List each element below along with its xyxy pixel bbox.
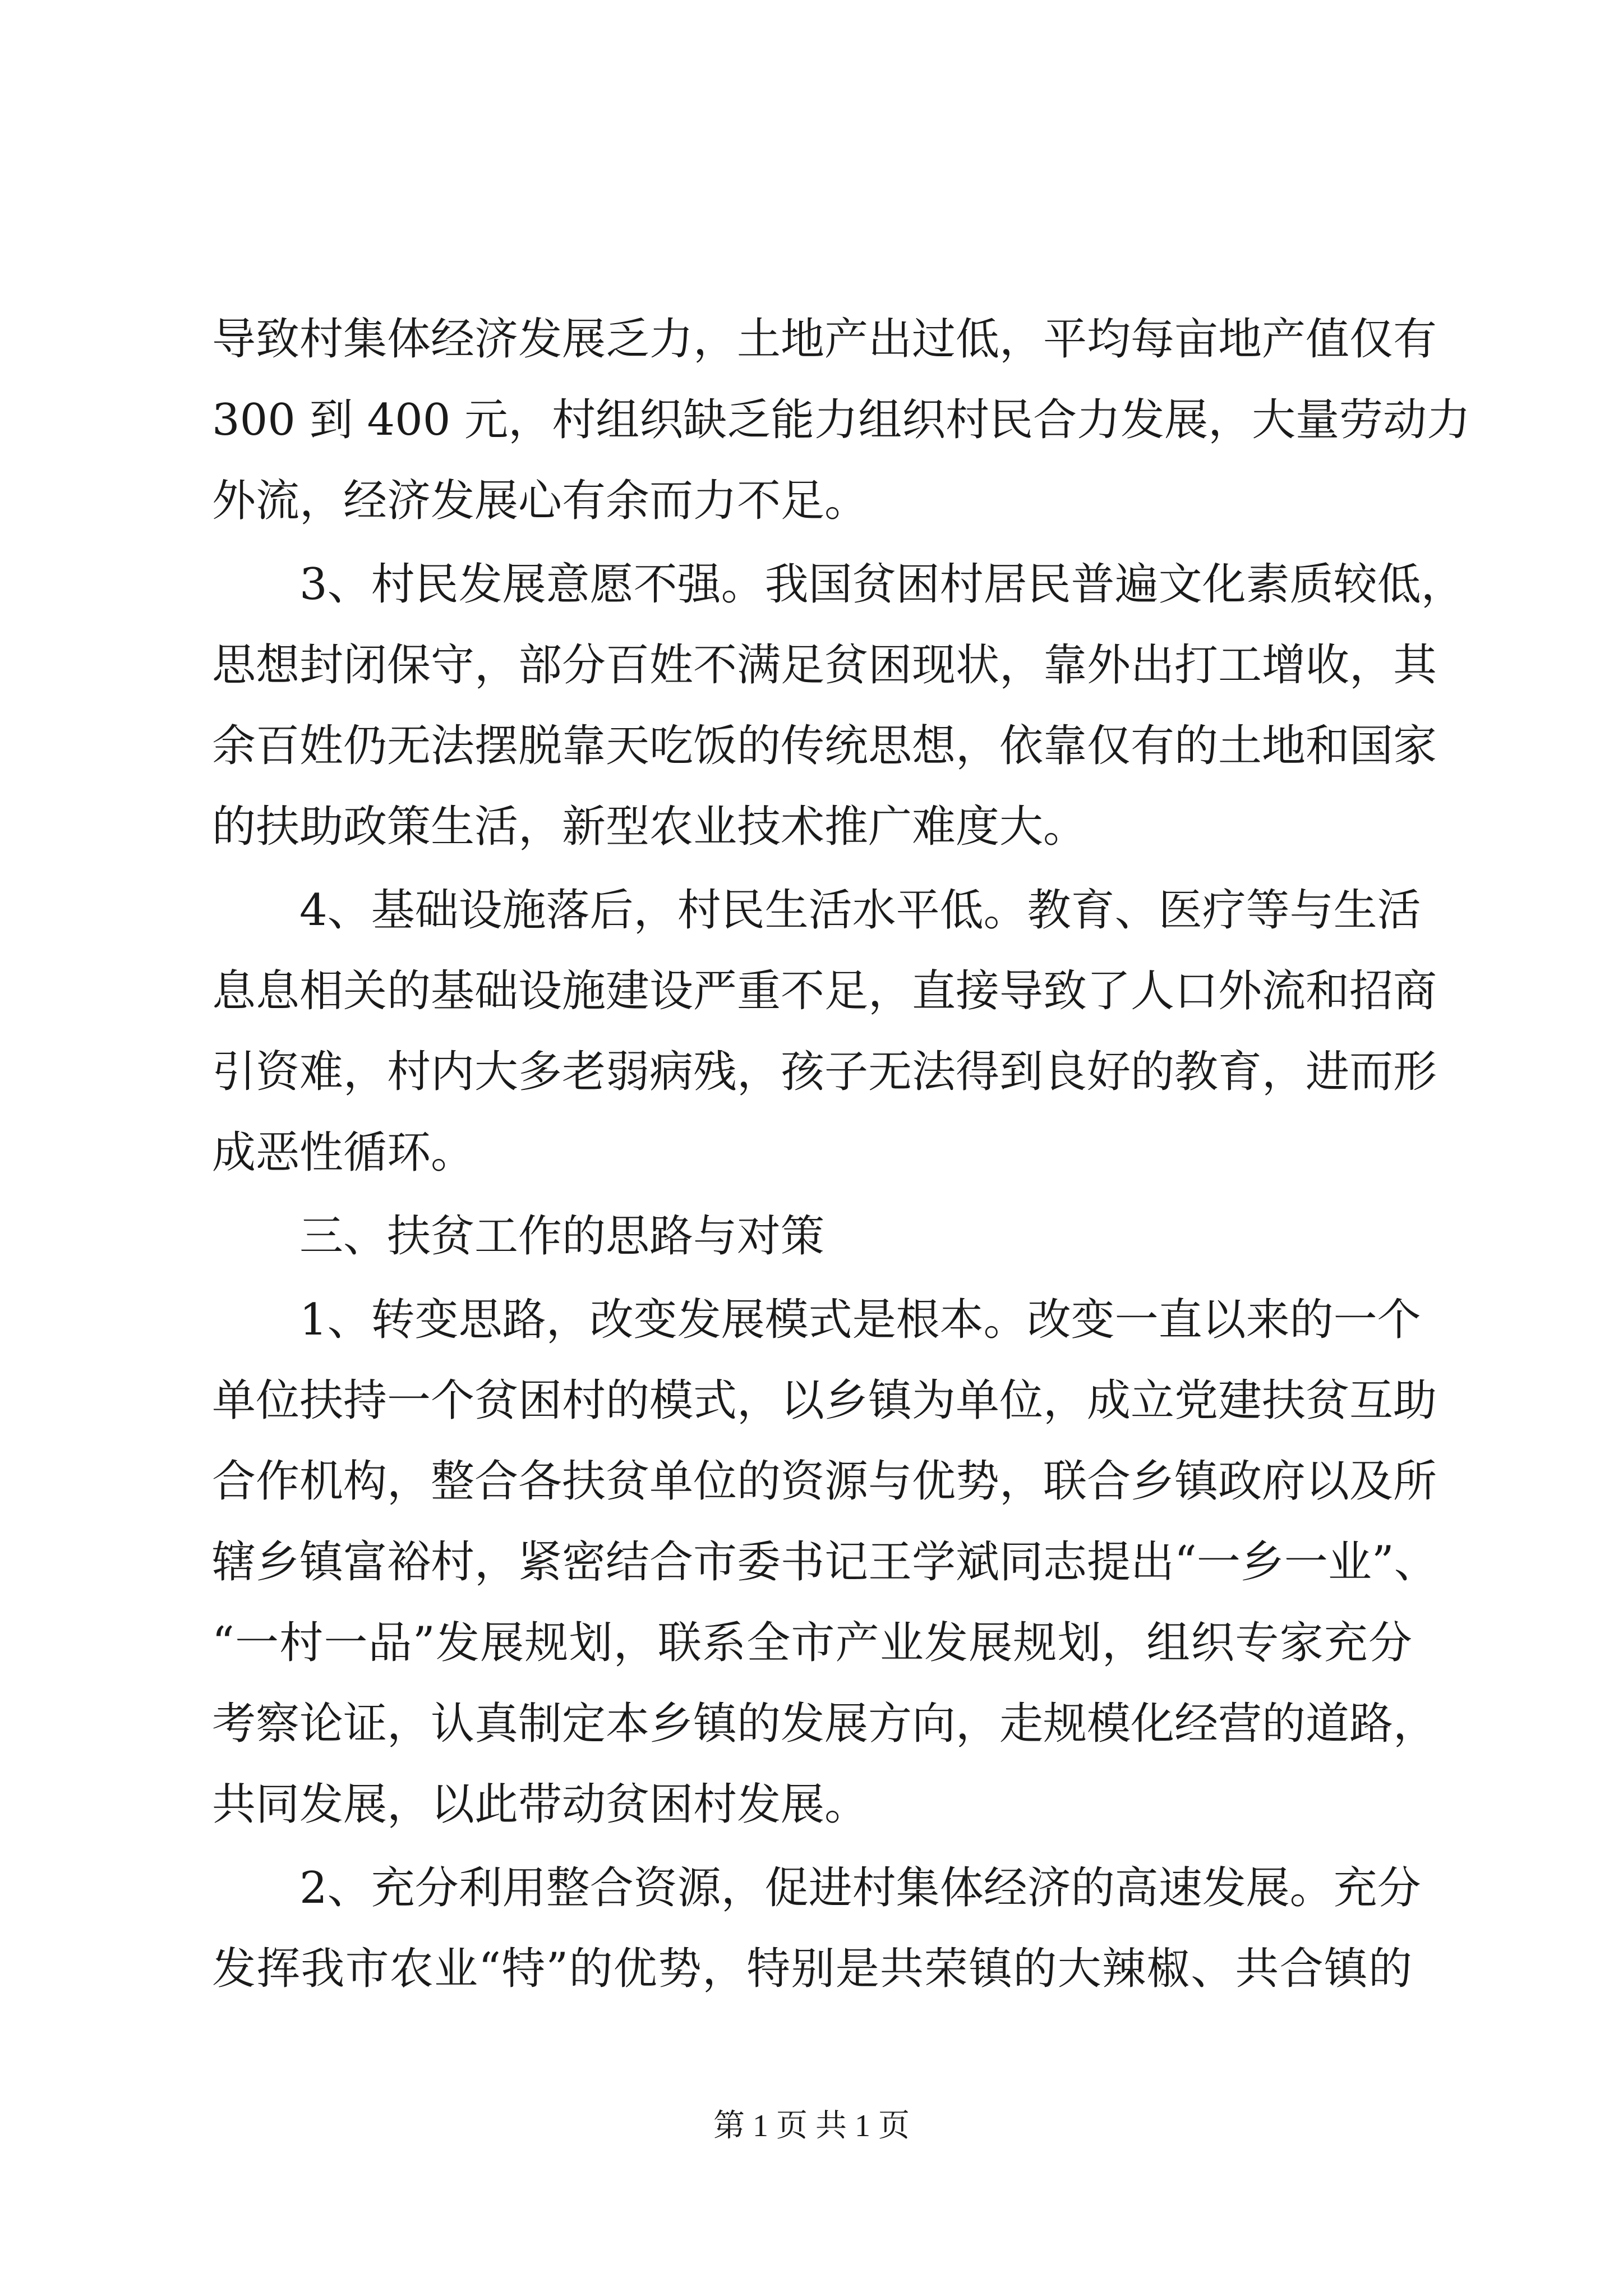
- text-line: 共同发展，以此带动贫困村发展。: [212, 1779, 869, 1830]
- text-line: 发挥我市农业“特”的优势，特别是共荣镇的大辣椒、共合镇的: [212, 1944, 1412, 1994]
- text-line: 思想封闭保守，部分百姓不满足贫困现状，靠外出打工增收，其: [212, 640, 1437, 691]
- paragraph-heading-line: 4、基础设施落后，村民生活水平低。教育、医疗等与生活: [299, 885, 1421, 936]
- paragraph-heading-line: 2、充分利用整合资源，促进村集体经济的高速发展。充分: [299, 1863, 1421, 1913]
- text-line: 导致村集体经济发展乏力，土地产出过低，平均每亩地产值仅有: [212, 314, 1437, 365]
- page-number-footer: 第 1 页 共 1 页: [713, 2109, 910, 2143]
- text-line: “一村一品”发展规划，联系全市产业发展规划，组织专家充分: [212, 1618, 1412, 1668]
- text-line: 息息相关的基础设施建设严重不足，直接导致了人口外流和招商: [212, 966, 1437, 1016]
- section-heading: 三、扶贫工作的思路与对策: [299, 1211, 825, 1262]
- text-line: 合作机构，整合各扶贫单位的资源与优势，联合乡镇政府以及所: [212, 1456, 1437, 1507]
- text-line: 考察论证，认真制定本乡镇的发展方向，走规模化经营的道路，: [212, 1699, 1437, 1749]
- text-line: 引资难，村内大多老弱病残，孩子无法得到良好的教育，进而形: [212, 1047, 1437, 1097]
- text-line: 的扶助政策生活，新型农业技术推广难度大。: [212, 802, 1087, 852]
- paragraph-heading-line: 3、村民发展意愿不强。我国贫困村居民普遍文化素质较低，: [299, 559, 1465, 610]
- text-line: 300 到 400 元，村组织缺乏能力组织村民合力发展，大量劳动力: [212, 395, 1471, 445]
- text-line: 外流，经济发展心有余而力不足。: [212, 476, 869, 526]
- paragraph-heading-line: 1、转变思路，改变发展模式是根本。改变一直以来的一个: [299, 1295, 1421, 1345]
- text-line: 余百姓仍无法摆脱靠天吃饭的传统思想，依靠仅有的土地和国家: [212, 721, 1437, 771]
- text-line: 单位扶持一个贫困村的模式，以乡镇为单位，成立党建扶贫互助: [212, 1375, 1437, 1426]
- text-line: 辖乡镇富裕村，紧密结合市委书记王学斌同志提出“一乡一业”、: [212, 1537, 1438, 1588]
- text-line: 成恶性循环。: [212, 1128, 475, 1178]
